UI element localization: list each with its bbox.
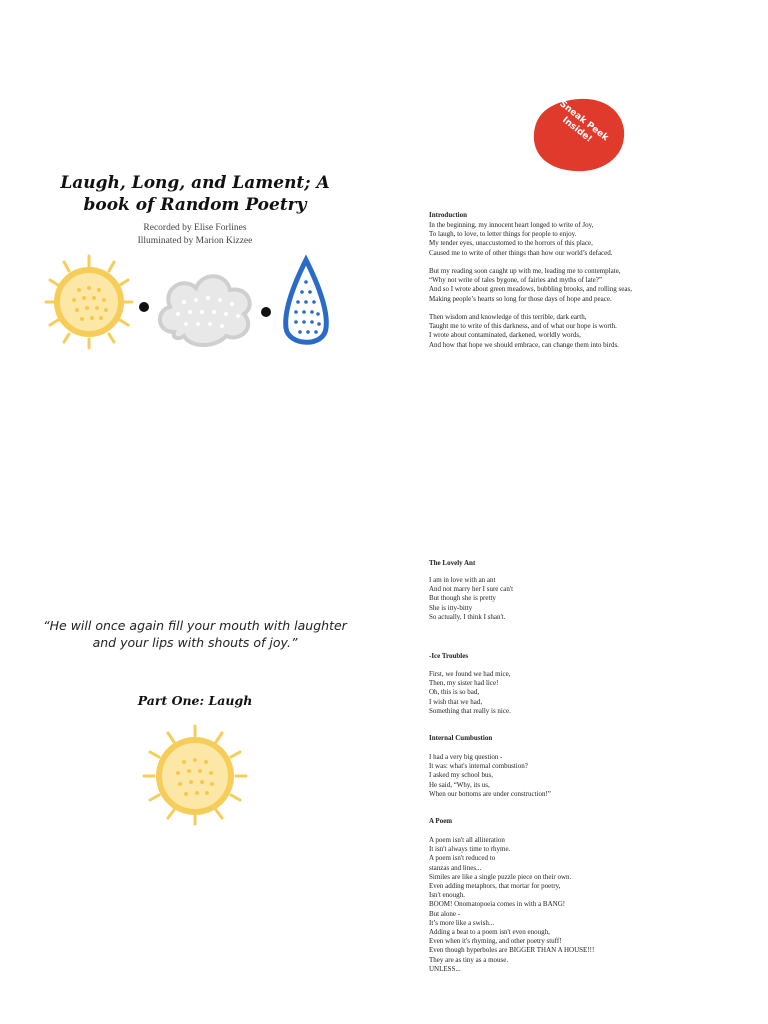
introduction-stanza-3: Then wisdom and knowledge of this terrible, dark earth, Taught me to write of this darkness, and of what our hope is worth. I wrote about contaminated, darkened, worldly words, And how that hope we should embrace, can change them into birds. (429, 313, 619, 349)
introduction-stanza-1: In the beginning, my innocent heart longed to write of Joy, To laugh, to love, to letter things for people to enjoy. My tender eyes, unaccustomed to the horrors of this place, Caused me to write of other things than how our world’s defaced. (429, 221, 613, 257)
illuminated-by: Illuminated by Marion Kizzee (137, 236, 253, 246)
sneak-peek-badge (530, 95, 628, 175)
recorded-by: Recorded by Elise Forlines (143, 223, 247, 233)
introduction-heading: Introduction (429, 211, 467, 219)
sun-illustration-small (140, 722, 250, 828)
raindrop-illustration (286, 260, 327, 342)
poem-body: I am in love with an ant And not marry her I sure can't But though she is pretty She is itty-bitty So actually, I think I shan't. (429, 576, 514, 621)
book-title: Laugh, Long, and Lament; A book of Random Poetry (60, 173, 330, 215)
bullet-dot (261, 307, 271, 317)
bullet-dot (139, 302, 149, 312)
cloud-illustration (160, 276, 250, 345)
part-one-heading: Part One: Laugh (137, 693, 253, 708)
poem-body: A poem isn't all alliteration It isn't always time to rhyme. A poem isn't reduced to stanzas and lines... Similes are like a single puzzle piece on their own. Even adding metaphors, that mortar for poetry, Isn't enough. BOOM! Onomatopoeia comes in with a BANG! But alone - It’s more like a swish... Adding a beat to a poem isn't even enough, Even when it's rhyming, and other poetry stuff! Even though hyperboles are BIGGER THAN A HOUSE!!! They are as tiny as a mouse. UNLESS... (429, 836, 595, 973)
poem-title: Internal Cumbustion (429, 734, 493, 742)
epigraph-quote: “He will once again fill your mouth with laughter and your lips with shouts of joy.” (43, 618, 347, 650)
poem-body: First, we found we had mice, Then, my sister had lice! Oh, this is so bad, I wish that we had, Something that really is nice. (429, 670, 511, 715)
poem-body: I had a very big question - It was: what's internal combustion? I asked my school bus, He said, “Why, its us, When our bottoms are under construction!” (429, 753, 551, 798)
poem-title: -Ice Troubles (429, 652, 469, 660)
poem-title: The Lovely Ant (429, 559, 476, 567)
introduction-stanza-2: But my reading soon caught up with me, leading me to contemplate, “Why not write of tales bygone, of fairies and myths of late?” And so I wrote about green meadows, bubbling brooks, and rolling seas, Making people’s hearts so long for those days of hope and peace. (429, 267, 632, 303)
cover-illustration (44, 252, 344, 356)
sun-illustration (46, 256, 132, 348)
poem-title: A Poem (429, 817, 453, 825)
badge-text: Sneak Peek Inside! (557, 99, 611, 145)
